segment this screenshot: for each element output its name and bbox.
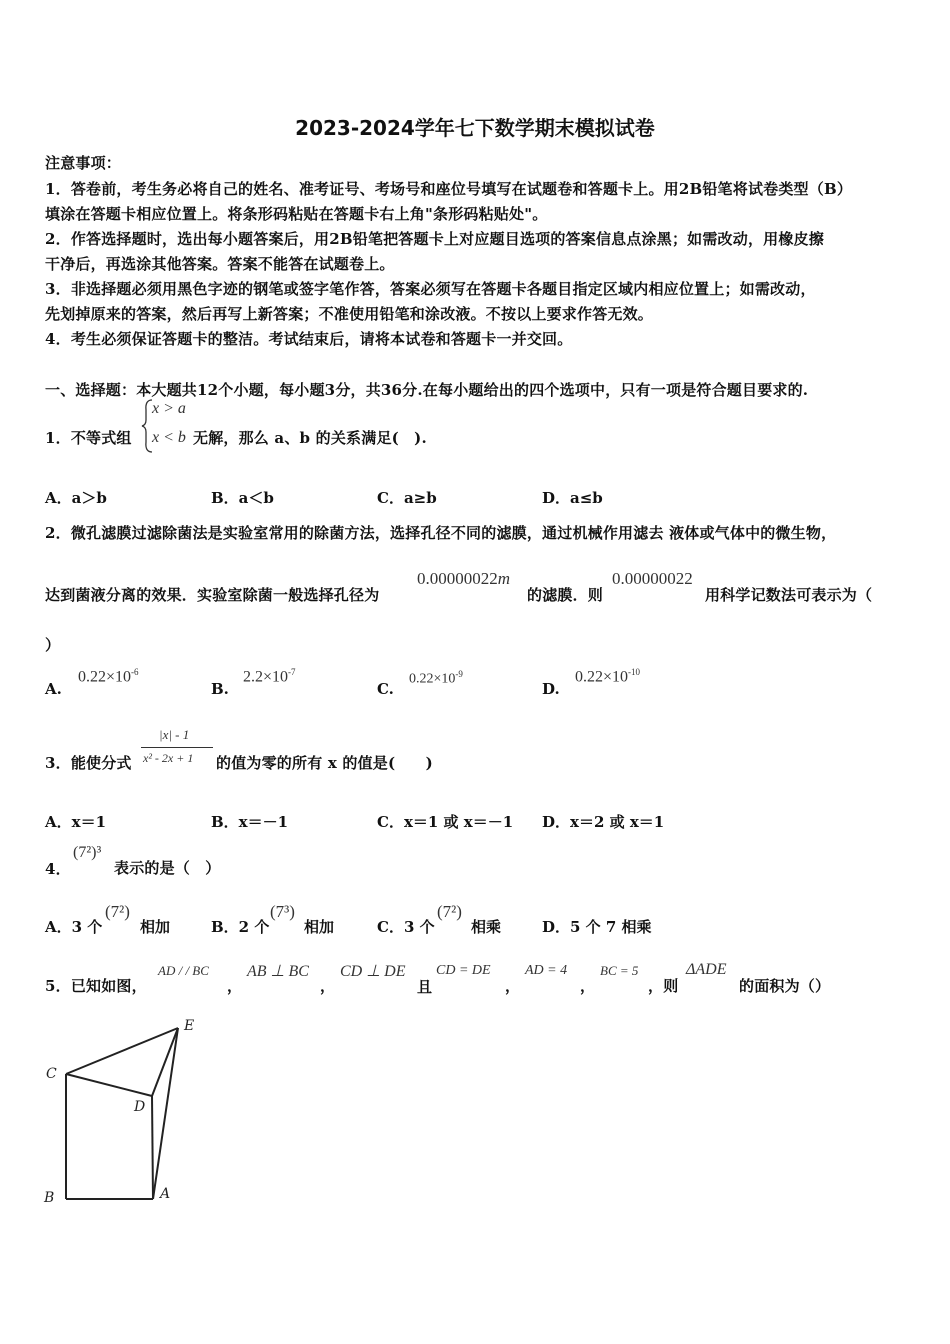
q3-denominator: x² - 2x + 1 xyxy=(143,751,194,765)
edge-ad xyxy=(152,1096,153,1199)
notice-line-7: 4．考生必须保证答题卡的整洁。考试结束后，请将本试卷和答题卡一并交回。 xyxy=(45,330,573,348)
q3-numerator: |x| - 1 xyxy=(159,727,190,742)
q5-comma-3: ， xyxy=(505,977,521,995)
notice-line-4: 干净后，再选涂其他答案。答案不能答在试题卷上。 xyxy=(45,255,395,273)
q5-condition-1: AD / / BC xyxy=(158,963,209,978)
q3-fraction-bar xyxy=(141,747,213,748)
q1-stem: 无解，那么 a、b 的关系满足( ). xyxy=(193,429,427,447)
q3-stem: 的值为零的所有 x 的值是( ) xyxy=(216,754,433,772)
q4-prefix: 4． xyxy=(45,860,71,878)
q5-triangle: ΔADE xyxy=(686,961,727,978)
q5-condition-2: AB ⊥ BC xyxy=(247,963,309,980)
q2-line-2b: 的滤膜．则 xyxy=(527,586,604,604)
edge-de xyxy=(152,1028,178,1096)
notice-line-2: 填涂在答题卡相应位置上。将条形码粘贴在答题卡右上角"条形码粘贴处"。 xyxy=(45,205,548,223)
q2-option-d-value: $0.22\times 10^{-10}$ xyxy=(575,667,641,686)
q2-option-b-label: B. xyxy=(211,680,229,698)
q4-option-a-label: A．3 个 xyxy=(45,918,103,936)
q4-stem: 表示的是（ ） xyxy=(114,859,221,877)
q2-option-c-value: $0.22\times 10^{-9}$ xyxy=(409,669,463,687)
q4-option-b-expr: (7³) xyxy=(270,902,295,921)
q3-option-c: C．x＝1 或 x＝－1 xyxy=(377,813,514,831)
q5-condition-4: CD = DE xyxy=(436,963,491,978)
edge-cd xyxy=(66,1074,152,1096)
q1-prefix: 1．不等式组 xyxy=(45,429,132,447)
notice-line-1: 1．答卷前，考生务必将自己的姓名、准考证号、考场号和座位号填写在试题卷和答题卡上。用2B铅笔将试卷类型（B） xyxy=(45,180,853,198)
q2-line-1: 2．微孔滤膜过滤除菌法是实验室常用的除菌方法，选择孔径不同的滤膜，通过机械作用滤去 液体或气体中的微生物， xyxy=(45,524,837,542)
q3-prefix: 3．能使分式 xyxy=(45,754,132,772)
section-heading: 一、选择题：本大题共12个小题，每小题3分，共36分.在每小题给出的四个选项中，只有一项是符合题目要求的. xyxy=(45,381,809,399)
q3-option-d: D．x＝2 或 x＝1 xyxy=(542,813,665,831)
q5-condition-3: CD ⊥ DE xyxy=(340,963,406,980)
q2-option-a-label: A. xyxy=(45,680,62,698)
q2-number: 0.00000022 xyxy=(612,569,693,588)
notice-line-5: 3．非选择题必须用黑色字迹的钢笔或签字笔作答，答案必须写在答题卡各题目指定区域内相应位置上；如需改动， xyxy=(45,280,816,298)
q5-comma-4: ， xyxy=(580,977,596,995)
q4-option-c-suffix: 相乘 xyxy=(471,918,502,936)
q2-line-2a: 达到菌液分离的效果．实验室除菌一般选择孔径为 xyxy=(45,586,380,604)
q1-option-a: A．a＞b xyxy=(45,489,107,507)
q4-option-a-suffix: 相加 xyxy=(140,918,171,936)
q2-line-2c: 用科学记数法可表示为（ xyxy=(705,586,873,604)
notice-line-6: 先划掉原来的答案，然后再写上新答案；不准使用铅笔和涂改液。不按以上要求作答无效。 xyxy=(45,305,654,323)
q5-prefix: 5．已知如图， xyxy=(45,977,147,995)
label-c: C xyxy=(46,1066,57,1082)
q5-and: 且 xyxy=(417,978,433,996)
page-title: 2023-2024学年七下数学期末模拟试卷 xyxy=(295,116,655,140)
q1-inequality-1: x > a xyxy=(152,400,186,417)
q5-then: ，则 xyxy=(648,977,679,995)
notice-heading: 注意事项： xyxy=(45,154,122,172)
notice-line-3: 2．作答选择题时，选出每小题答案后，用2B铅笔把答题卡上对应题目选项的答案信息点涂黑；如需改动，用橡皮擦 xyxy=(45,230,824,248)
q2-option-c-label: C. xyxy=(377,680,394,698)
label-e: E xyxy=(184,1018,195,1034)
q5-stem: 的面积为（） xyxy=(739,977,831,995)
q5-condition-5: AD = 4 xyxy=(525,963,568,978)
q4-option-c-expr: (7²) xyxy=(437,902,462,921)
q5-comma-2: ， xyxy=(320,977,336,995)
q2-option-d-label: D. xyxy=(542,680,560,698)
q4-option-d: D．5 个 7 相乘 xyxy=(542,918,652,936)
q3-option-a: A．x＝1 xyxy=(45,813,107,831)
label-a: A xyxy=(160,1186,171,1202)
q5-condition-6: BC = 5 xyxy=(600,963,639,978)
edge-ae xyxy=(153,1028,178,1199)
q2-size-value: 0.00000022m xyxy=(417,569,511,588)
q2-line-3: ） xyxy=(45,636,61,654)
q3-option-b: B．x＝－1 xyxy=(211,813,289,831)
q4-option-b-label: B．2 个 xyxy=(211,918,270,936)
q4-option-b-suffix: 相加 xyxy=(304,918,335,936)
label-d: D xyxy=(134,1099,146,1115)
q4-option-c-label: C．3 个 xyxy=(377,918,435,936)
q2-option-a-value: $0.22\times 10^{-6}$ xyxy=(78,667,139,686)
q1-inequality-2: x < b xyxy=(152,429,186,446)
q4-expression: (7²)³ xyxy=(73,844,102,861)
q2-option-b-value: $2.2\times 10^{-7}$ xyxy=(243,667,296,686)
q1-option-c: C．a≥b xyxy=(377,489,437,507)
q5-geometry-figure xyxy=(40,1012,210,1212)
q1-option-d: D．a≤b xyxy=(542,489,603,507)
q4-option-a-expr: (7²) xyxy=(105,902,130,921)
edge-ce xyxy=(66,1028,178,1074)
label-b: B xyxy=(44,1190,55,1206)
q1-option-b: B．a＜b xyxy=(211,489,274,507)
q5-comma-1: ， xyxy=(227,977,243,995)
